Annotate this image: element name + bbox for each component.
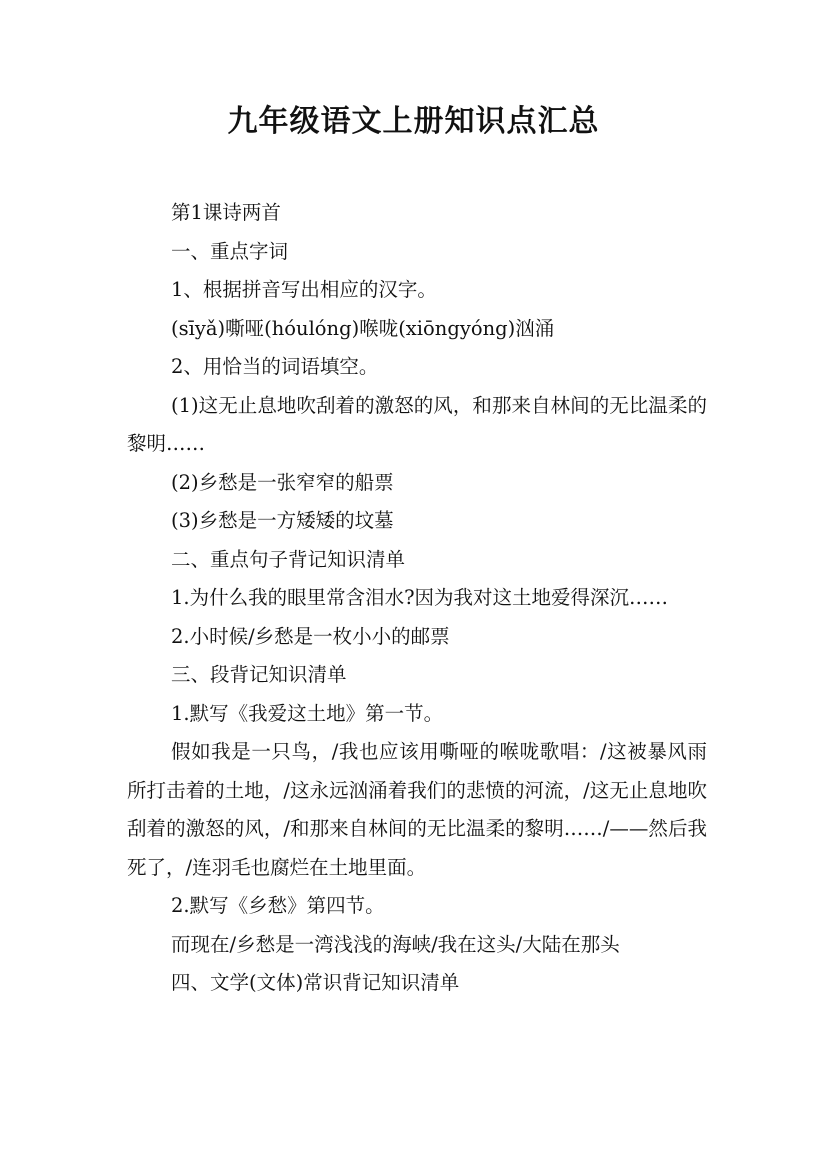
section-heading-passages: 三、段背记知识清单 xyxy=(171,663,347,686)
document-title: 九年级语文上册知识点汇总 xyxy=(227,104,600,139)
passage-instruction-1: 1.默写《我爱这土地》第一节。 xyxy=(171,701,444,725)
lesson-heading: 第1课诗两首 xyxy=(171,201,281,224)
section-heading-vocabulary: 一、重点字词 xyxy=(171,239,289,263)
sentence-item-1: 1.为什么我的眼里常含泪水?因为我对这土地爱得深沉…… xyxy=(171,586,669,609)
document-body xyxy=(127,194,707,1003)
sentence-item-2: 2.小时候/乡愁是一枚小小的邮票 xyxy=(171,624,450,648)
exercise-instruction-fill: 2、用恰当的词语填空。 xyxy=(171,355,379,378)
passage-instruction-2: 2.默写《乡愁》第四节。 xyxy=(171,894,385,917)
passage-text-1: 假如我是一只鸟，/我也应该用嘶哑的喉咙歌唱：/这被暴风雨所打击着的土地，/这永远汹涌着我们的悲愤的河流，/这无止息地吹刮着的激怒的风，/和那来自林间的无比温柔的黎明……/——然后我死了，/连羽毛也腐烂在土地里面。 xyxy=(127,740,707,879)
exercise-instruction-pinyin: 1、根据拼音写出相应的汉字。 xyxy=(171,278,437,301)
fill-answer-2: (2)乡愁是一张窄窄的船票 xyxy=(171,470,394,494)
passage-text-2: 而现在/乡愁是一湾浅浅的海峡/我在这头/大陆在那头 xyxy=(171,932,620,956)
fill-answer-3: (3)乡愁是一方矮矮的坟墓 xyxy=(171,509,394,532)
fill-answer-1: (1)这无止息地吹刮着的激怒的风，和那来自林间的无比温柔的黎明…… xyxy=(127,393,707,455)
section-heading-literature: 四、文学(文体)常识背记知识清单 xyxy=(171,971,460,994)
pinyin-answers: (sīyǎ)嘶哑(hóulóng)喉咙(xiōngyóng)汹涌 xyxy=(171,316,555,340)
section-heading-sentences: 二、重点句子背记知识清单 xyxy=(171,547,406,571)
